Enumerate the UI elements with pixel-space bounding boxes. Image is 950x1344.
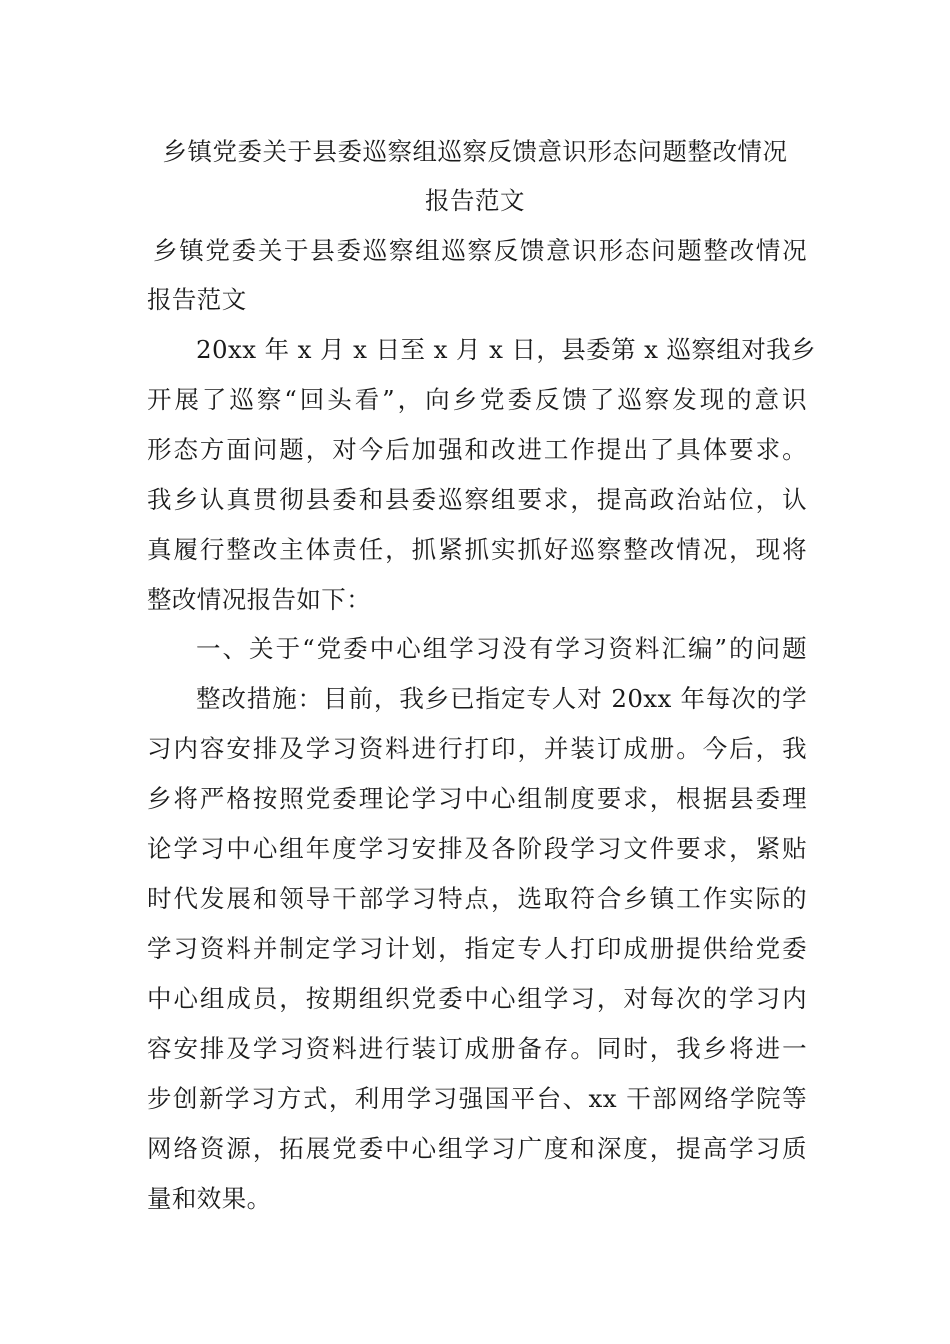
document-title-line-1: 乡镇党委关于县委巡察组巡察反馈意识形态问题整改情况	[162, 137, 788, 166]
section-1-heading: 一、关于“党委中心组学习没有学习资料汇编”的问题	[196, 634, 807, 663]
subtitle-line-1: 乡镇党委关于县委巡察组巡察反馈意识形态问题整改情况	[153, 236, 807, 265]
section-1-line-6: 学习资料并制定学习计划，指定专人打印成册提供给党委	[147, 934, 807, 963]
section-1-line-3: 乡将严格按照党委理论学习中心组制度要求，根据县委理	[147, 784, 807, 813]
document-title-line-2: 报告范文	[425, 186, 525, 215]
section-1-line-10: 网络资源，拓展党委中心组学习广度和深度，提高学习质	[147, 1134, 807, 1163]
section-1-line-8: 容安排及学习资料进行装订成册备存。同时，我乡将进一	[147, 1034, 807, 1063]
section-1-line-1: 整改措施：目前，我乡已指定专人对 20xx 年每次的学	[196, 684, 807, 713]
intro-line-3: 形态方面问题，对今后加强和改进工作提出了具体要求。	[147, 435, 807, 464]
section-1-line-7: 中心组成员，按期组织党委中心组学习，对每次的学习内	[147, 984, 807, 1013]
intro-line-4: 我乡认真贯彻县委和县委巡察组要求，提高政治站位，认	[147, 485, 807, 514]
intro-line-1: 20xx 年 x 月 x 日至 x 月 x 日，县委第 x 巡察组对我乡	[196, 335, 816, 364]
section-1-line-2: 习内容安排及学习资料进行打印，并装订成册。今后，我	[147, 734, 807, 763]
intro-line-6: 整改情况报告如下：	[147, 585, 372, 614]
section-1-line-11: 量和效果。	[147, 1184, 272, 1213]
intro-line-5: 真履行整改主体责任，抓紧抓实抓好巡察整改情况，现将	[147, 535, 807, 564]
section-1-line-9: 步创新学习方式，利用学习强国平台、xx 干部网络学院等	[147, 1084, 807, 1113]
section-1-line-5: 时代发展和领导干部学习特点，选取符合乡镇工作实际的	[147, 884, 807, 913]
intro-line-2: 开展了巡察“回头看”，向乡党委反馈了巡察发现的意识	[147, 385, 807, 414]
section-1-line-4: 论学习中心组年度学习安排及各阶段学习文件要求，紧贴	[147, 834, 807, 863]
subtitle-line-2: 报告范文	[147, 285, 247, 314]
